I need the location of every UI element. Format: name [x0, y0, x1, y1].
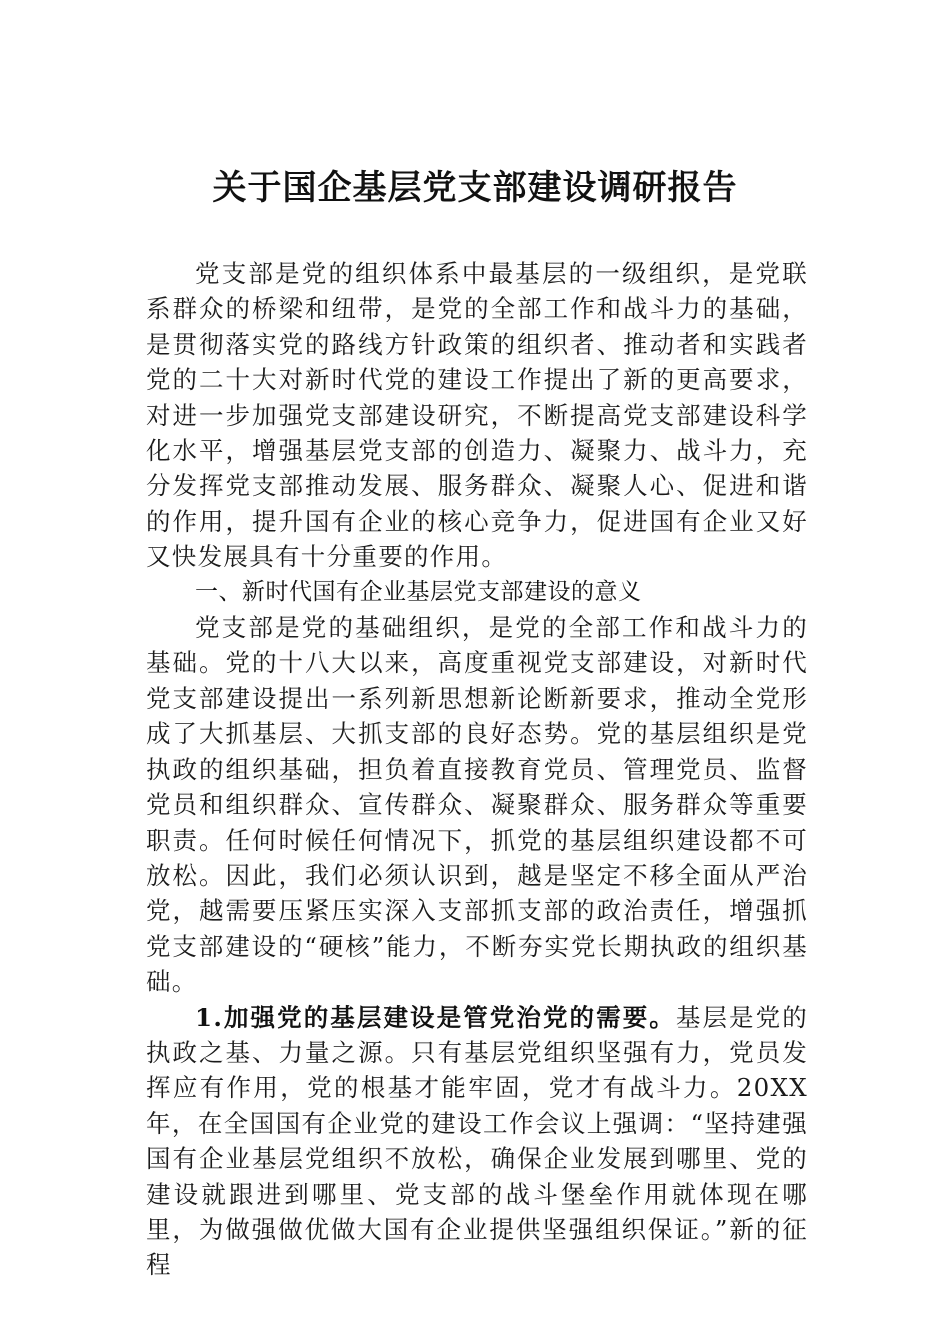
point-paragraph: [146, 1000, 808, 1283]
document-title: 关于国企基层党支部建设调研报告: [212, 168, 738, 208]
section-heading: 一、新时代国有企业基层党支部建设的意义: [195, 578, 642, 605]
point-text: 基层是党的执政之基、力量之源。只有基层党组织坚强有力，党员发挥应有作用，党的根基才能牢固，党才有战斗力。20XX 年，在全国国有企业党的建设工作会议上强调：“坚持建强国有企业基层党组织不放松，确保企业发展到哪里、党的建设就跟进到哪里、党支部的战斗堡垒作用就体现在哪里，为做强做优做大国有企业提供坚强组织保证。”新的征程: [146, 1002, 809, 1280]
document-body: [146, 256, 808, 1283]
point-lead: 1.加强党的基层建设是管党治党的需要。: [195, 1002, 676, 1032]
intro-paragraph: 党支部是党的组织体系中最基层的一级组织，是党联系群众的桥梁和纽带，是党的全部工作和战斗力的基础，是贯彻落实党的路线方针政策的组织者、推动者和实践者党的二十大对新时代党的建设工作提出了新的更高要求，对进一步加强党支部建设研究，不断提高党支部建设科学化水平，增强基层党支部的创造力、凝聚力、战斗力，充分发挥党支部推动发展、服务群众、凝聚人心、促进和谐的作用，提升国有企业的核心竞争力，促进国有企业又好又快发展具有十分重要的作用。: [146, 259, 808, 572]
section-paragraph: 党支部是党的基础组织，是党的全部工作和战斗力的基础。党的十八大以来，高度重视党支部建设，对新时代党支部建设提出一系列新思想新论断新要求，推动全党形成了大抓基层、大抓支部的良好态势。党的基层组织是党执政的组织基础，担负着直接教育党员、管理党员、监督党员和组织群众、宣传群众、凝聚群众、服务群众等重要职责。任何时候任何情况下，抓党的基层组织建设都不可放松。因此，我们必须认识到，越是坚定不移全面从严治党，越需要压紧压实深入支部抓支部的政治责任，增强抓党支部建设的“硬核”能力，不断夯实党长期执政的组织基础。: [146, 613, 808, 997]
